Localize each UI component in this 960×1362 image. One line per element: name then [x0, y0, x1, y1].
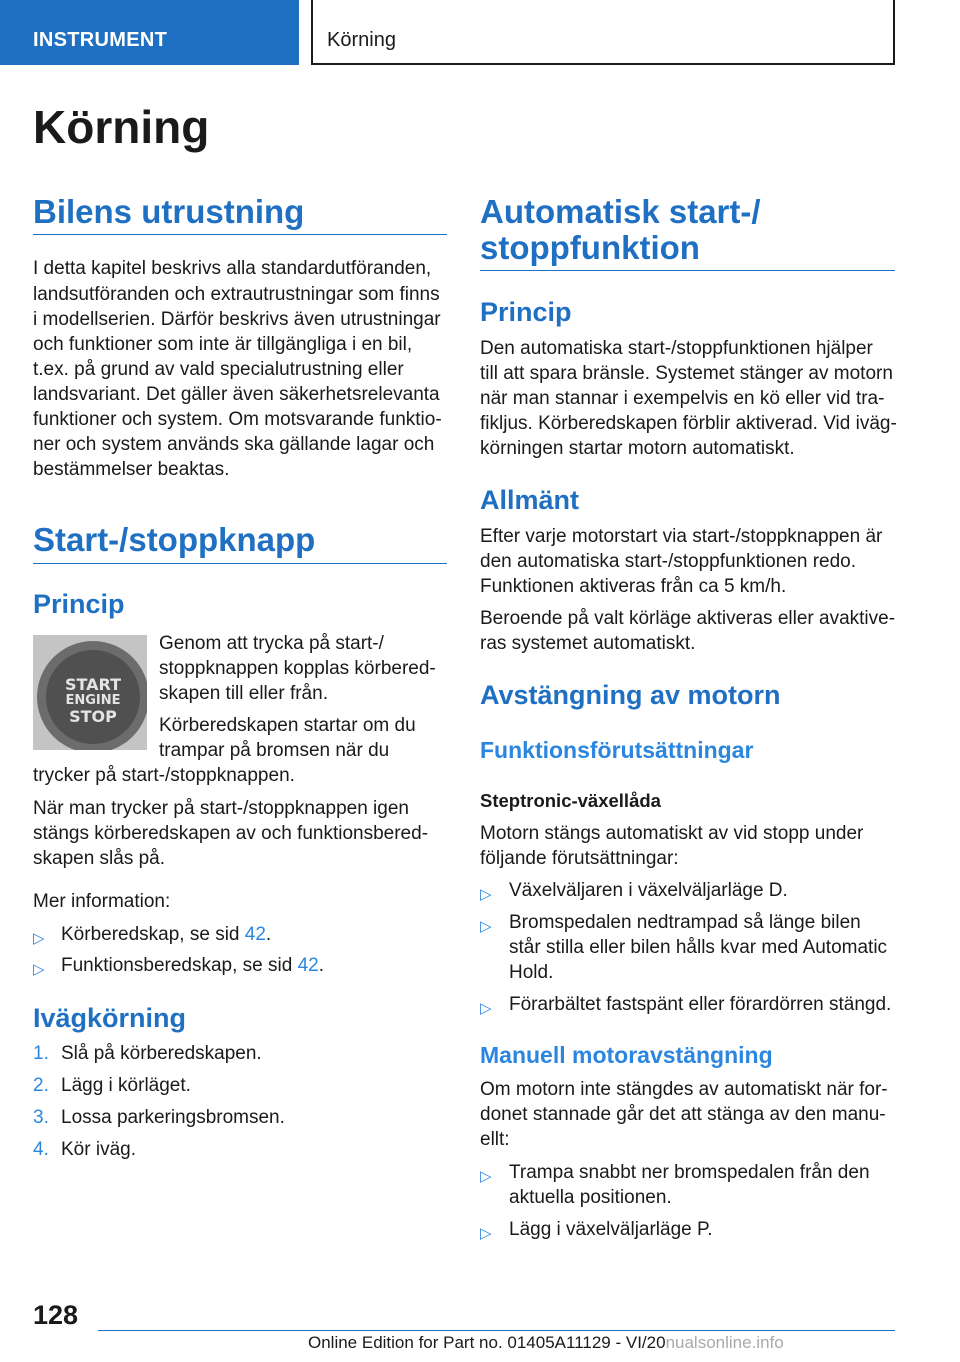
section-title-bilens-utrustning: Bilens utrustning	[33, 193, 305, 230]
triangle-bullet-icon: ▷	[33, 961, 45, 978]
list-item: ▷ Förarbältet fastspänt eller förardörren stängd.	[480, 992, 895, 1017]
text-line: Om motorn inte stängdes av automatiskt när for-	[480, 1079, 888, 1100]
header-section-label: INSTRUMENT	[33, 29, 168, 51]
list-item: 4. Kör iväg.	[33, 1139, 136, 1160]
header-section-tab	[0, 0, 299, 65]
subsection-title-ivagkorning: Ivägkörning	[33, 1003, 187, 1033]
watermark: nualsonline.info	[665, 1333, 784, 1352]
step-number: 3.	[33, 1107, 49, 1128]
text-line: Den automatiska start-/stoppfunktionen hjälper	[480, 338, 873, 359]
list-item: ▷ Funktionsberedskap, se sid 42.	[33, 953, 447, 978]
text-line: stängs körberedskapen av och funktionsbered-	[33, 823, 429, 844]
list-item: 1. Slå på körberedskapen.	[33, 1043, 262, 1064]
text-line: i modellserien. Därför beskrivs även utrustningar	[33, 309, 441, 330]
text-line: trampar på bromsen när du	[159, 740, 390, 761]
list-item: ▷ Trampa snabbt ner bromspedalen från den aktuella positionen.	[480, 1162, 870, 1208]
subsubsection-title-manuell: Manuell motoravstängning	[480, 1042, 773, 1068]
text-line: körningen startar motorn automatiskt.	[480, 438, 795, 459]
text-line: I detta kapitel beskrivs alla standardutföranden,	[33, 258, 432, 279]
footer-divider	[98, 1330, 895, 1331]
heading-steptronic: Steptronic-växellåda	[480, 790, 661, 811]
text-line: t.ex. på grund av vald specialutrustning eller	[33, 359, 404, 380]
page-title: Körning	[33, 101, 210, 153]
text-line: När man trycker på start-/stoppknappen igen	[33, 798, 409, 819]
text-line: ner och system används ska gällande lagar och	[33, 434, 435, 455]
text-line: donet stannade går det att stänga av den manu-	[480, 1104, 886, 1125]
subsection-title-avstangning: Avstängning av motorn	[480, 680, 781, 710]
text-line: landsutföranden och extrautrustningar som finns	[33, 284, 440, 305]
triangle-bullet-icon: ▷	[480, 1225, 492, 1242]
text-line: när man stannar i exempelvis en kö eller vid tra-	[480, 388, 885, 409]
subsection-title-princip: Princip	[33, 589, 125, 619]
section-title-start-stoppknapp: Start-/stoppknapp	[33, 521, 316, 558]
step-number: 1.	[33, 1043, 49, 1064]
step-number: 4.	[33, 1139, 49, 1160]
text-line: ras systemet automatiskt.	[480, 633, 696, 654]
text-line: stoppknappen kopplas körbered-	[159, 658, 436, 679]
text-line: bestämmelser beaktas.	[33, 459, 230, 480]
page-link[interactable]: 42	[297, 955, 319, 976]
list-item: ▷ Lägg i växelväljarläge P.	[480, 1217, 895, 1242]
step-number: 2.	[33, 1075, 49, 1096]
button-label-engine: ENGINE	[65, 693, 121, 708]
text-line: trycker på start-/stoppknappen.	[33, 765, 295, 786]
page-number: 128	[33, 1300, 79, 1330]
list-item: ▷ Växelväljaren i växelväljarläge D.	[480, 878, 895, 903]
text-line: till att spara bränsle. Systemet stänger av motorn	[480, 363, 893, 384]
list-item: ▷ Körberedskap, se sid 42.	[33, 922, 447, 947]
section-title-automatisk-start-stopp-line1: Automatisk start-/	[480, 193, 761, 230]
text-line: Genom att trycka på start-/	[159, 633, 384, 654]
text-line: funktioner och system. Om motsvarande funktio-	[33, 409, 442, 430]
section-divider	[480, 270, 895, 271]
text-line: fikljus. Körberedskapen förblir aktiverad. Vid iväg-	[480, 413, 897, 434]
triangle-bullet-icon: ▷	[480, 886, 492, 903]
button-label-start: START	[64, 675, 122, 694]
section-title-automatisk-start-stopp-line2: stoppfunktion	[480, 229, 700, 266]
header-chapter-tab	[311, 0, 895, 65]
start-engine-stop-button-image	[33, 635, 147, 750]
text-line: skapen slås på.	[33, 848, 166, 869]
section-divider	[33, 234, 447, 235]
text-line: Körberedskapen startar om du	[159, 715, 416, 736]
more-info-label: Mer information:	[33, 891, 171, 912]
subsection-title-allmant: Allmänt	[480, 485, 580, 515]
list-item: 2. Lägg i körläget.	[33, 1075, 191, 1096]
triangle-bullet-icon: ▷	[33, 930, 45, 947]
header-chapter-label: Körning	[327, 29, 396, 51]
text-line: Beroende på valt körläge aktiveras eller avaktive-	[480, 608, 896, 629]
button-label-stop: STOP	[69, 707, 117, 726]
text-line: ellt:	[480, 1129, 510, 1150]
text-line: Efter varje motorstart via start-/stoppknappen är	[480, 526, 883, 547]
triangle-bullet-icon: ▷	[480, 1000, 492, 1017]
triangle-bullet-icon: ▷	[480, 1168, 492, 1185]
text-line: följande förutsättningar:	[480, 848, 679, 869]
text-line: Motorn stängs automatiskt av vid stopp under	[480, 823, 864, 844]
page-link[interactable]: 42	[244, 924, 266, 945]
text-line: Funktionen aktiveras från ca 5 km/h.	[480, 576, 787, 597]
section-divider	[33, 563, 447, 564]
list-item: 3. Lossa parkeringsbromsen.	[33, 1107, 285, 1128]
list-item: ▷ Bromspedalen nedtrampad så länge bilen står stilla eller bilen hålls kvar med Automatic Hold.	[480, 912, 888, 983]
text-line: och funktioner som inte är tillgängliga i en bil,	[33, 334, 413, 355]
footer-edition: Online Edition for Part no. 01405A11129 - VI/20nualsonline.info	[308, 1333, 784, 1352]
triangle-bullet-icon: ▷	[480, 918, 492, 935]
text-line: den automatiska start-/stoppfunktionen redo.	[480, 551, 857, 572]
text-line: landsvariant. Det gäller även säkerhetsrelevanta	[33, 384, 440, 405]
subsection-title-princip: Princip	[480, 297, 572, 327]
subsubsection-title-funktionsforutsattningar: Funktionsförutsättningar	[480, 737, 754, 763]
text-line: skapen till eller från.	[159, 683, 328, 704]
